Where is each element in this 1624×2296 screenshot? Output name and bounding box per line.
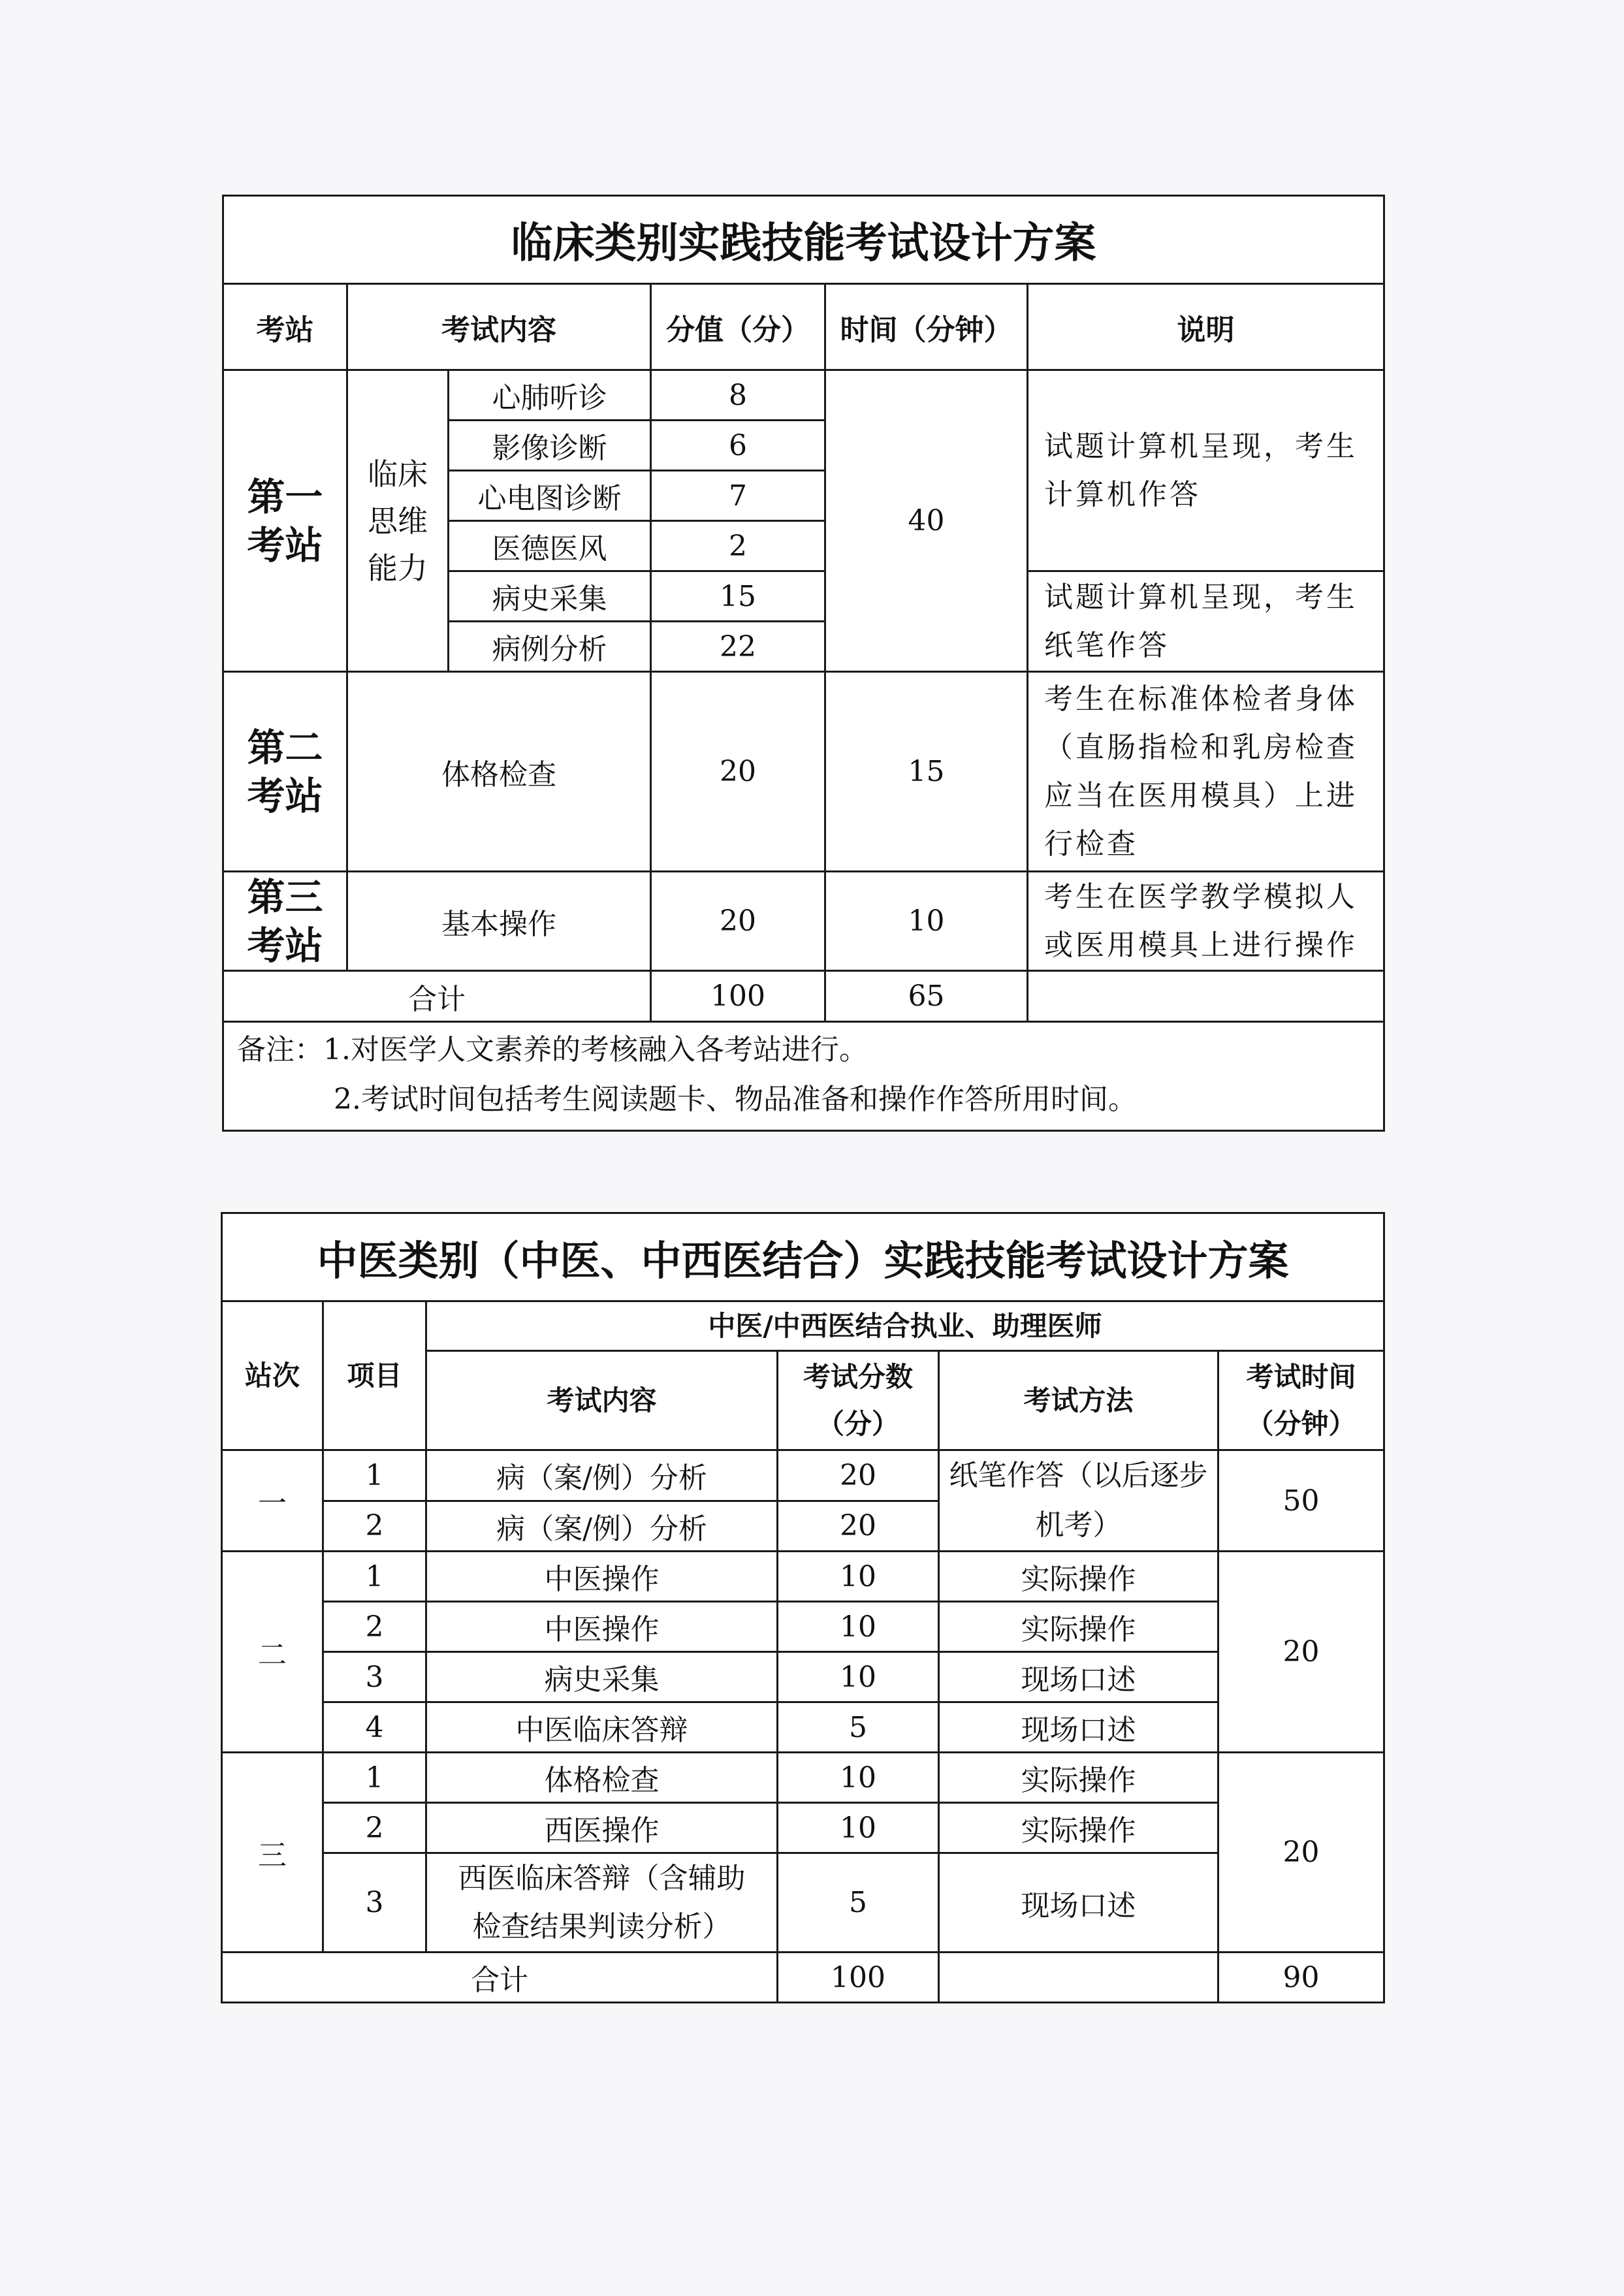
tcm-station-1: 一 <box>222 1450 323 1552</box>
tcm-item-method: 实际操作 <box>939 1753 1218 1803</box>
tcm-total-label: 合计 <box>222 1953 778 2003</box>
item-score: 15 <box>651 571 825 622</box>
station-3-score: 20 <box>651 872 825 971</box>
tcm-item-score: 5 <box>778 1853 939 1953</box>
station-3-content: 基本操作 <box>347 872 651 971</box>
tcm-item-content: 中医操作 <box>426 1602 778 1652</box>
tcm-item-content: 西医临床答辩（含辅助检查结果判读分析） <box>426 1853 778 1953</box>
station-2-content: 体格检查 <box>347 672 651 872</box>
tcm-station-1-time: 50 <box>1218 1450 1384 1552</box>
tcm-item-number: 3 <box>323 1853 426 1953</box>
header-content: 考试内容 <box>347 284 651 370</box>
tcm-header-content: 考试内容 <box>426 1351 778 1450</box>
tcm-header-method: 考试方法 <box>939 1351 1218 1450</box>
station-1-note-b: 试题计算机呈现，考生纸笔作答 <box>1028 571 1384 672</box>
tcm-item-content: 西医操作 <box>426 1803 778 1853</box>
tcm-header-station: 站次 <box>222 1301 323 1450</box>
tcm-item-number: 2 <box>323 1501 426 1552</box>
item-score: 6 <box>651 421 825 471</box>
clinical-total-empty <box>1028 971 1384 1022</box>
tcm-total-time: 90 <box>1218 1953 1384 2003</box>
tcm-item-score: 10 <box>778 1552 939 1602</box>
tcm-item-score: 10 <box>778 1753 939 1803</box>
tcm-station-2: 二 <box>222 1552 323 1753</box>
tcm-item-number: 2 <box>323 1803 426 1853</box>
station-3-time: 10 <box>825 872 1028 971</box>
tcm-item-method: 实际操作 <box>939 1803 1218 1853</box>
station-3-label: 第三考站 <box>223 872 347 971</box>
tcm-header-score: 考试分数（分） <box>778 1351 939 1450</box>
header-score: 分值（分） <box>651 284 825 370</box>
tcm-item-score: 10 <box>778 1602 939 1652</box>
tcm-item-method: 实际操作 <box>939 1602 1218 1652</box>
clinical-remarks <box>223 1022 1384 1131</box>
tcm-table-title: 中医类别（中医、中西医结合）实践技能考试设计方案 <box>222 1213 1384 1301</box>
tcm-station-3: 三 <box>222 1753 323 1953</box>
tcm-header-group: 中医/中西医结合执业、助理医师 <box>426 1301 1384 1351</box>
station-3-note: 考生在医学教学模拟人或医用模具上进行操作 <box>1028 872 1384 971</box>
tcm-item-content: 中医临床答辩 <box>426 1702 778 1753</box>
station-1-time: 40 <box>825 370 1028 672</box>
tcm-exam-table <box>221 1212 1385 2003</box>
tcm-item-score: 20 <box>778 1501 939 1552</box>
tcm-total-score: 100 <box>778 1953 939 2003</box>
clinical-total-score: 100 <box>651 971 825 1022</box>
tcm-item-content: 病史采集 <box>426 1652 778 1702</box>
tcm-item-content: 病（案/例）分析 <box>426 1450 778 1501</box>
item-score: 2 <box>651 521 825 571</box>
tcm-item-content: 中医操作 <box>426 1552 778 1602</box>
clinical-total-label: 合计 <box>223 971 651 1022</box>
tcm-item-method: 现场口述 <box>939 1652 1218 1702</box>
remark-line-1: 备注：1.对医学人文素养的考核融入各考站进行。 <box>237 1033 868 1066</box>
item-name: 医德医风 <box>449 521 651 571</box>
item-name: 心肺听诊 <box>449 370 651 421</box>
item-name: 心电图诊断 <box>449 471 651 521</box>
tcm-item-content: 体格检查 <box>426 1753 778 1803</box>
header-note: 说明 <box>1028 284 1384 370</box>
tcm-item-number: 2 <box>323 1602 426 1652</box>
tcm-item-number: 4 <box>323 1702 426 1753</box>
tcm-item-score: 10 <box>778 1803 939 1853</box>
tcm-header-item: 项目 <box>323 1301 426 1450</box>
tcm-item-number: 1 <box>323 1450 426 1501</box>
clinical-table-title: 临床类别实践技能考试设计方案 <box>223 196 1384 284</box>
station-1-label: 第一考站 <box>223 370 347 672</box>
tcm-item-score: 10 <box>778 1652 939 1702</box>
tcm-item-score: 20 <box>778 1450 939 1501</box>
station-1-category: 临床思维能力 <box>347 370 449 672</box>
clinical-total-time: 65 <box>825 971 1028 1022</box>
tcm-item-method: 现场口述 <box>939 1853 1218 1953</box>
station-2-note: 考生在标准体检者身体（直肠指检和乳房检查应当在医用模具）上进行检查 <box>1028 672 1384 872</box>
clinical-exam-table <box>222 195 1385 1132</box>
tcm-item-method: 实际操作 <box>939 1552 1218 1602</box>
tcm-station-1-method: 纸笔作答（以后逐步机考） <box>939 1450 1218 1552</box>
remark-line-2: 2.考试时间包括考生阅读题卡、物品准备和操作作答所用时间。 <box>334 1083 1137 1116</box>
tcm-station-2-time: 20 <box>1218 1552 1384 1753</box>
station-1-note-a: 试题计算机呈现，考生计算机作答 <box>1028 370 1384 571</box>
tcm-item-content: 病（案/例）分析 <box>426 1501 778 1552</box>
item-name: 病例分析 <box>449 622 651 672</box>
header-time: 时间（分钟） <box>825 284 1028 370</box>
item-score: 8 <box>651 370 825 421</box>
tcm-item-method: 现场口述 <box>939 1702 1218 1753</box>
tcm-item-score: 5 <box>778 1702 939 1753</box>
tcm-station-3-time: 20 <box>1218 1753 1384 1953</box>
item-name: 病史采集 <box>449 571 651 622</box>
station-2-time: 15 <box>825 672 1028 872</box>
station-2-score: 20 <box>651 672 825 872</box>
tcm-item-number: 3 <box>323 1652 426 1702</box>
item-score: 7 <box>651 471 825 521</box>
tcm-item-number: 1 <box>323 1552 426 1602</box>
item-name: 影像诊断 <box>449 421 651 471</box>
tcm-item-number: 1 <box>323 1753 426 1803</box>
tcm-header-time: 考试时间（分钟） <box>1218 1351 1384 1450</box>
tcm-total-empty <box>939 1953 1218 2003</box>
station-2-label: 第二考站 <box>223 672 347 872</box>
item-score: 22 <box>651 622 825 672</box>
header-station: 考站 <box>223 284 347 370</box>
